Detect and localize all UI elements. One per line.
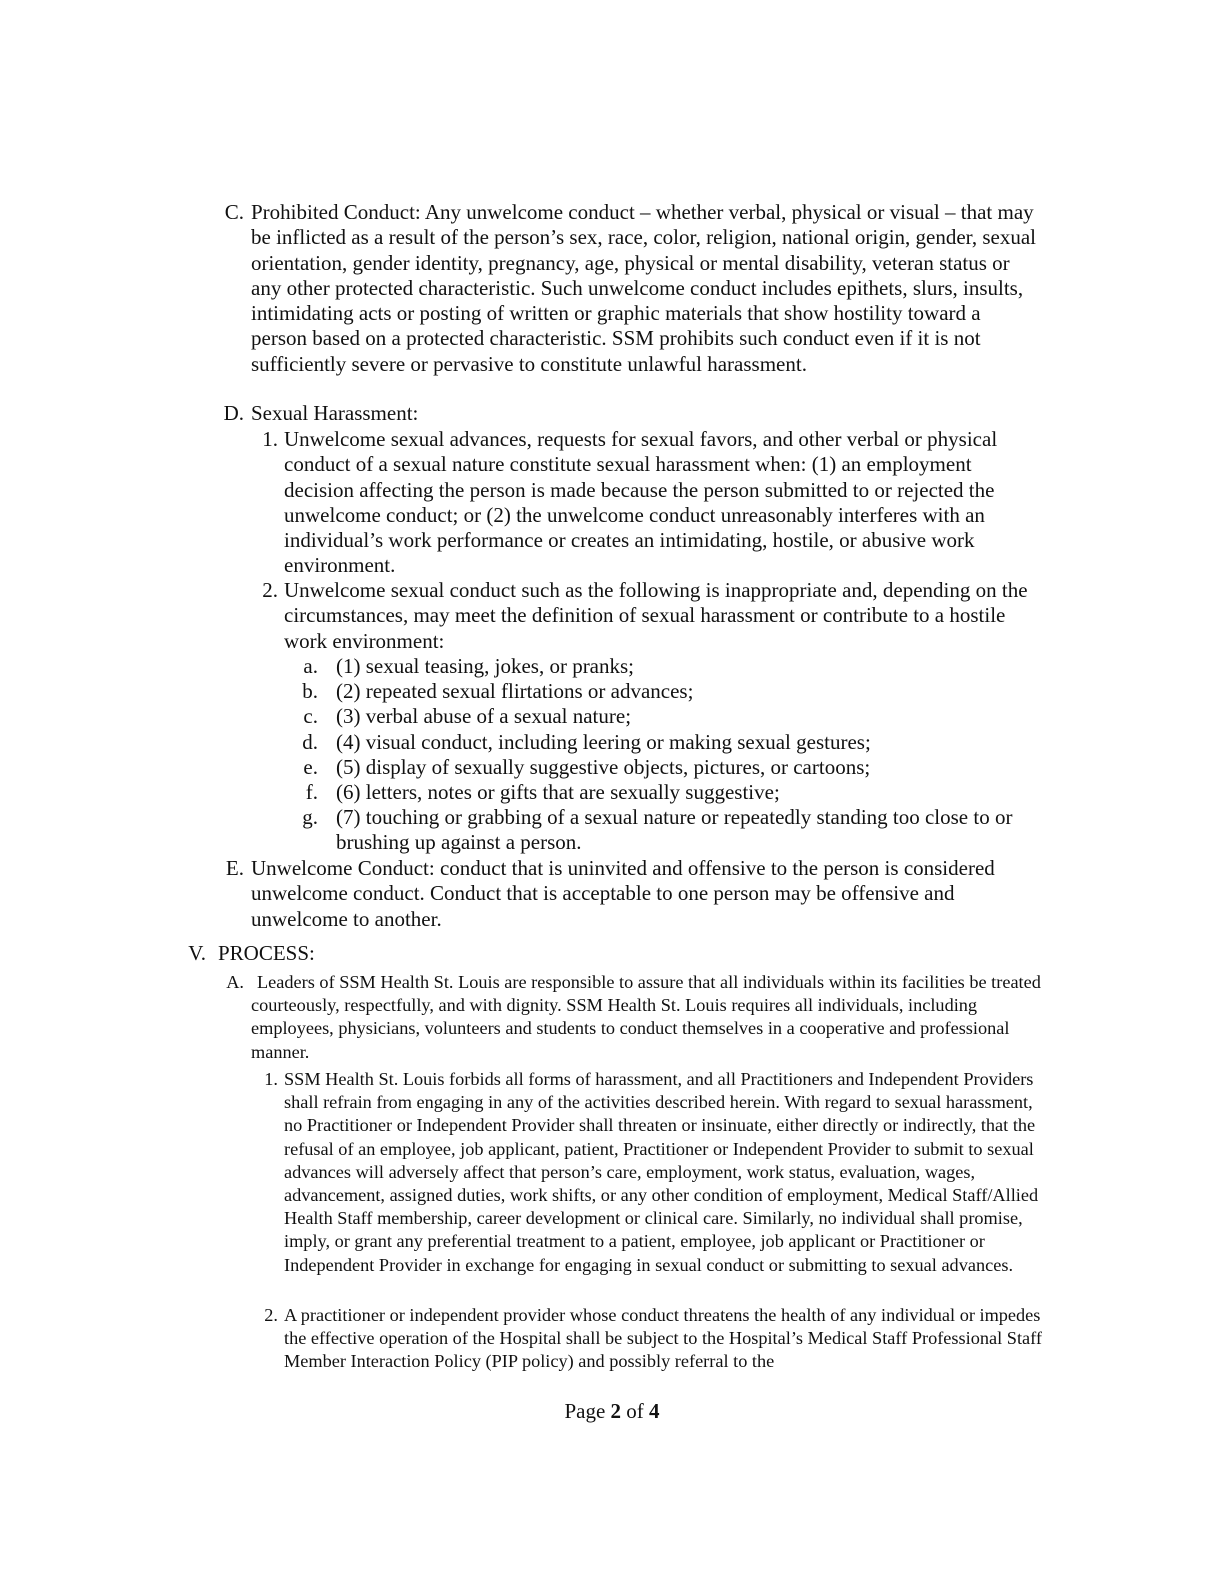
section-v-item-2-text: A practitioner or independent provider whose conduct threatens the health of any individual or impedes the effective operation of the Hospital shall be subject to the Hospital’s Medical Staff Professional Staff Member Interaction Policy (PIP policy) and possibly referral to the xyxy=(284,1305,1042,1372)
section-c-marker: C. xyxy=(224,200,244,224)
sub-item-f-marker: f. xyxy=(305,780,318,804)
sub-item-b-text: (2) repeated sexual flirtations or advances; xyxy=(336,679,694,703)
sub-item-c-text: (3) verbal abuse of a sexual nature; xyxy=(336,704,632,728)
section-e-marker: E. xyxy=(225,856,244,880)
section-d-item-2-text: Unwelcome sexual conduct such as the following is inappropriate and, depending on the circumstances, may meet the definition of sexual harassment or contribute to a hostile work environment: xyxy=(284,578,1028,653)
section-d-item-2-marker: 2. xyxy=(262,578,278,602)
section-v-a-text: Leaders of SSM Health St. Louis are responsible to assure that all individuals within its facilities be treated courteously, respectfully, and with dignity. SSM Health St. Louis requires all individuals, including employees, physicians, volunteers and students to conduct themselves in a cooperative and professional manner. xyxy=(251,972,1041,1062)
sub-item-a-marker: a. xyxy=(303,654,318,678)
section-e-text: Unwelcome Conduct: conduct that is uninvited and offensive to the person is considered unwelcome conduct. Conduct that is acceptable to one person may be offensive and unwelcome to another. xyxy=(251,856,995,931)
sub-item-e-marker: e. xyxy=(303,755,318,779)
sub-item-d-marker: d. xyxy=(302,730,318,754)
section-v-marker: V. xyxy=(188,941,206,965)
section-v-heading: PROCESS: xyxy=(218,941,315,965)
page-footer xyxy=(0,1398,1224,1424)
section-d-item-1-marker: 1. xyxy=(262,427,278,451)
section-v-item-2-marker: 2. xyxy=(264,1305,278,1325)
section-v-a-marker: A. xyxy=(226,972,244,992)
section-d-marker: D. xyxy=(223,401,244,425)
section-v-item-1-text: SSM Health St. Louis forbids all forms of harassment, and all Practitioners and Independent Providers shall refrain from engaging in any of the activities described herein. With regard to sexual harassment, no Practitioner or Independent Provider shall threaten or insinuate, either directly or indirectly, that the refusal of an employee, job applicant, patient, Practitioner or Independent Provider to submit to sexual advances will adversely affect that person’s care, employment, work status, evaluation, wages, advancement, assigned duties, work shifts, or any other condition of employment, Medical Staff/Allied Health Staff membership, career development or clinical care. Similarly, no individual shall promise, imply, or grant any preferential treatment to a patient, employee, job applicant or Practitioner or Independent Provider in exchange for engaging in sexual conduct or submitting to sexual advances. xyxy=(284,1069,1039,1275)
sub-item-a-text: (1) sexual teasing, jokes, or pranks; xyxy=(336,654,635,678)
section-d-item-1-text: Unwelcome sexual advances, requests for sexual favors, and other verbal or physical conduct of a sexual nature constitute sexual harassment when: (1) an employment decision affecting the person is made because the person submitted to or rejected the unwelcome conduct; or (2) the unwelcome conduct unreasonably interferes with an individual’s work performance or creates an intimidating, hostile, or abusive work environment. xyxy=(284,427,998,578)
sub-item-g-text: (7) touching or grabbing of a sexual nature or repeatedly standing too close to or brushing up against a person. xyxy=(336,805,1013,855)
page-total: 4 xyxy=(649,1399,660,1423)
sub-item-d-text: (4) visual conduct, including leering or making sexual gestures; xyxy=(336,730,871,754)
page-current: 2 xyxy=(610,1399,622,1423)
sub-item-c-marker: c. xyxy=(303,704,318,728)
sub-item-g-marker: g. xyxy=(302,805,318,829)
sub-item-e-text: (5) display of sexually suggestive objects, pictures, or cartoons; xyxy=(336,755,871,779)
page-label: Page xyxy=(564,1399,606,1423)
sub-item-f-text: (6) letters, notes or gifts that are sexually suggestive; xyxy=(336,780,780,804)
section-d-heading: Sexual Harassment: xyxy=(251,401,419,425)
sub-item-b-marker: b. xyxy=(302,679,318,703)
section-v-item-1-marker: 1. xyxy=(264,1069,278,1089)
page-of: of xyxy=(626,1399,644,1423)
section-c-text: Prohibited Conduct: Any unwelcome conduct – whether verbal, physical or visual – that may be inflicted as a result of the person’s sex, race, color, religion, national origin, gender, sexual orientation, gender identity, pregnancy, age, physical or mental disability, veteran status or any other protected characteristic. Such unwelcome conduct includes epithets, slurs, insults, intimidating acts or posting of written or graphic materials that show hostility toward a person based on a protected characteristic. SSM prohibits such conduct even if it is not sufficiently severe or pervasive to constitute unlawful harassment. xyxy=(251,200,1036,376)
